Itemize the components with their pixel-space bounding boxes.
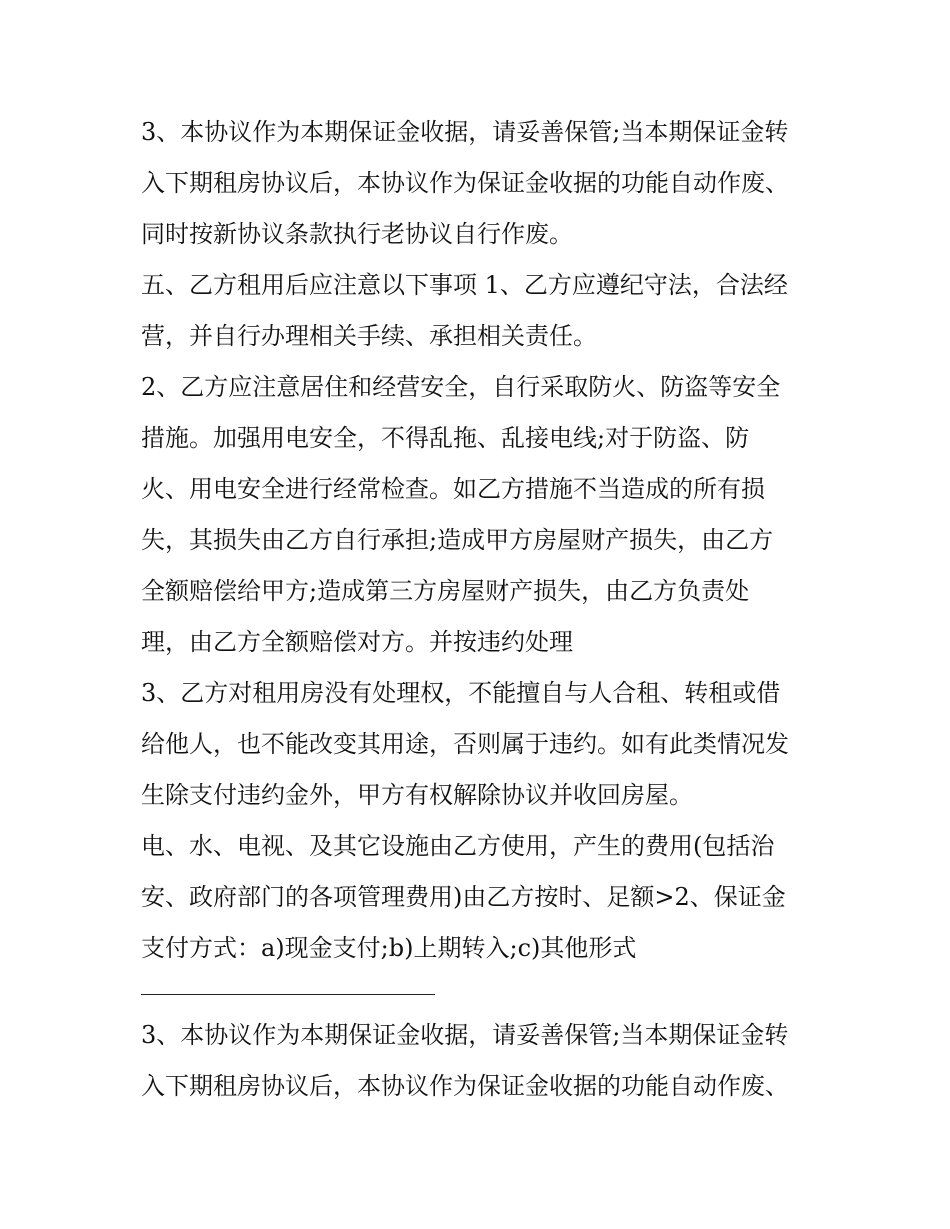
text-line: 给他人，也不能改变其用途，否则属于违约。如有此类情况发	[141, 730, 789, 758]
text-line: 入下期租房协议后，本协议作为保证金收据的功能自动作废、	[141, 1072, 789, 1100]
text-line: 同时按新协议条款执行老协议自行作废。	[141, 220, 573, 248]
document-body	[141, 107, 821, 974]
text-line: 全额赔偿给甲方;造成第三方房屋财产损失，由乙方负责处	[141, 577, 750, 605]
section-divider	[141, 994, 435, 995]
text-line: 安、政府部门的各项管理费用)由乙方按时、足额>2、保证金	[141, 883, 786, 911]
paragraph-tenant-notes	[141, 260, 821, 362]
paragraph-deposit-receipt	[141, 107, 821, 260]
text-line: 营，并自行办理相关手续、承担相关责任。	[141, 322, 597, 350]
text-line: 电、水、电视、及其它设施由乙方使用，产生的费用(包括治	[141, 832, 775, 860]
paragraph-sublease	[141, 668, 821, 821]
paragraph-deposit-receipt-repeat	[141, 1010, 821, 1112]
paragraph-utilities	[141, 821, 821, 974]
text-line: 2、乙方应注意居住和经营安全，自行采取防火、防盗等安全	[141, 373, 781, 401]
text-line: 支付方式：a)现金支付;b)上期转入;c)其他形式	[141, 934, 637, 962]
paragraph-safety	[141, 362, 821, 668]
text-line: 理，由乙方全额赔偿对方。并按违约处理	[141, 628, 573, 656]
text-line: 3、本协议作为本期保证金收据，请妥善保管;当本期保证金转	[141, 1021, 789, 1049]
text-line: 生除支付违约金外，甲方有权解除协议并收回房屋。	[141, 781, 693, 809]
text-line: 入下期租房协议后，本协议作为保证金收据的功能自动作废、	[141, 169, 789, 197]
text-line: 3、乙方对租用房没有处理权，不能擅自与人合租、转租或借	[141, 679, 781, 707]
text-line: 措施。加强用电安全，不得乱拖、乱接电线;对于防盗、防	[141, 424, 750, 452]
text-line: 失，其损失由乙方自行承担;造成甲方房屋财产损失，由乙方	[141, 526, 774, 554]
text-line: 火、用电安全进行经常检查。如乙方措施不当造成的所有损	[141, 475, 765, 503]
document-body-continued	[141, 1010, 821, 1112]
text-line: 五、乙方租用后应注意以下事项 1、乙方应遵纪守法，合法经	[141, 271, 788, 299]
text-line: 3、本协议作为本期保证金收据，请妥善保管;当本期保证金转	[141, 118, 789, 146]
